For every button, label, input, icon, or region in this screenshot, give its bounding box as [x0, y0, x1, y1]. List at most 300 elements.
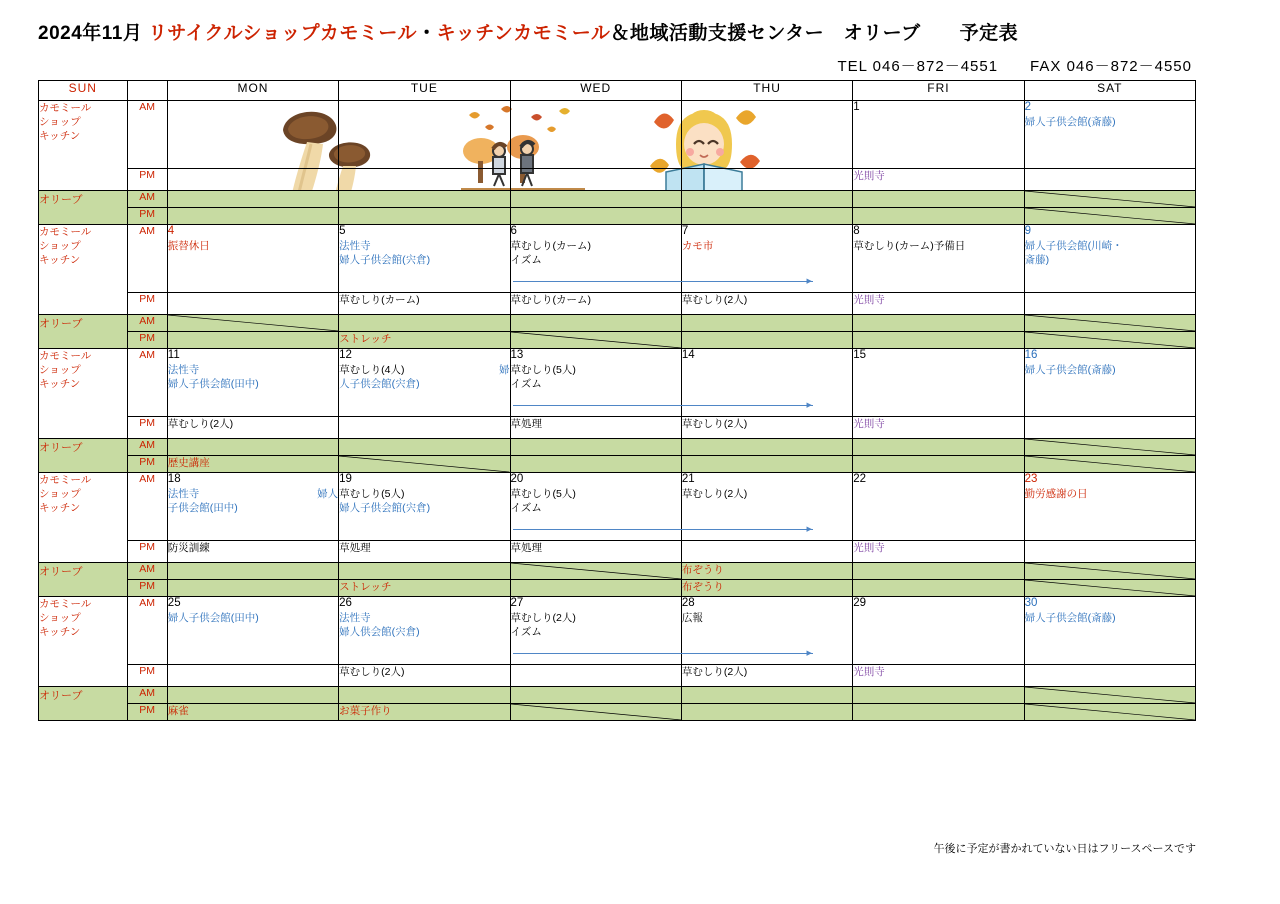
event-text: ストレッチ	[339, 581, 392, 593]
event-text: 草むしり(2人)	[167, 418, 234, 430]
row-label-pm: PM	[127, 417, 167, 439]
calendar-day-cell[interactable]	[339, 473, 510, 541]
calendar-day-cell[interactable]	[681, 665, 852, 687]
event-text: お菓子作り	[339, 705, 392, 717]
empty-cell-slash	[1025, 315, 1195, 331]
calendar-day-cell[interactable]	[510, 101, 681, 169]
week-row-kamomile-pm	[39, 169, 1196, 191]
event-text-right: 婦	[499, 363, 510, 376]
calendar-day-cell[interactable]	[167, 169, 338, 191]
event-text: 草むしり(カーム)予備日	[853, 239, 966, 252]
event-text: 歴史講座	[167, 457, 210, 469]
calendar-day-cell[interactable]	[510, 580, 681, 597]
event-text: 振替休日	[167, 239, 210, 252]
calendar-day-cell[interactable]	[510, 687, 681, 704]
calendar-day-cell[interactable]	[681, 332, 852, 349]
calendar-day-cell[interactable]	[339, 456, 510, 473]
week-row-olive-pm	[39, 580, 1196, 597]
event-text: 草むしり(2人)	[681, 418, 748, 430]
calendar-day-cell[interactable]	[681, 417, 852, 439]
event-text: 光則寺	[853, 666, 885, 678]
title-separator: ・	[417, 23, 437, 44]
event-text: 光則寺	[853, 294, 885, 306]
calendar-day-cell[interactable]	[1024, 665, 1195, 687]
calendar-day-cell[interactable]	[167, 439, 338, 456]
event-text: イズム	[510, 501, 542, 514]
calendar-day-cell[interactable]	[681, 687, 852, 704]
event-text: 子供会館(田中)	[167, 501, 238, 514]
day-number: 15	[853, 349, 867, 361]
empty-cell-slash	[1025, 563, 1195, 579]
event-text: 草むしり(2人)	[339, 666, 405, 678]
calendar-day-cell[interactable]	[339, 417, 510, 439]
calendar-day-cell[interactable]	[510, 456, 681, 473]
calendar-day-cell[interactable]	[1024, 101, 1195, 169]
calendar-day-cell[interactable]	[681, 169, 852, 191]
column-header-sun: SUN	[39, 81, 128, 101]
calendar-day-cell[interactable]	[510, 208, 681, 225]
week-row-kamomile-am	[39, 597, 1196, 665]
calendar-day-cell[interactable]	[510, 665, 681, 687]
week-row-kamomile-am	[39, 101, 1196, 169]
row-label-line: カモミール	[39, 474, 92, 486]
event-text: 広報	[681, 611, 703, 624]
calendar-day-cell[interactable]	[1024, 580, 1195, 597]
empty-cell-slash	[168, 315, 338, 331]
calendar-day-cell[interactable]	[853, 293, 1024, 315]
column-header-mon: MON	[167, 81, 338, 101]
calendar-day-cell[interactable]	[853, 439, 1024, 456]
calendar-day-cell[interactable]	[510, 563, 681, 580]
calendar-day-cell[interactable]	[1024, 687, 1195, 704]
title-shop: リサイクルショップカモミール	[148, 23, 418, 44]
row-label-line: キッチン	[39, 130, 81, 143]
event-text: 勤労感謝の日	[1024, 487, 1088, 500]
span-arrow-head: ▶	[806, 402, 812, 409]
empty-cell-slash	[1025, 456, 1195, 472]
calendar-day-cell[interactable]	[853, 191, 1024, 208]
day-number: 13	[510, 349, 524, 361]
empty-cell-slash	[1025, 687, 1195, 703]
day-number: 20	[510, 473, 524, 485]
calendar-day-cell[interactable]	[510, 332, 681, 349]
row-label-line: キッチン	[39, 502, 81, 515]
event-text: 婦人子供会館(斎藤)	[1024, 115, 1116, 128]
event-text: 婦人子供会館(川崎・	[1024, 239, 1123, 252]
row-label-kamomile	[39, 101, 128, 191]
row-label-am: AM	[127, 597, 167, 665]
row-label-am: AM	[127, 439, 167, 456]
span-arrow-head: ▶	[806, 526, 812, 533]
calendar-day-cell[interactable]	[681, 473, 852, 541]
calendar-day-cell[interactable]	[1024, 169, 1195, 191]
row-label-line: ショップ	[39, 116, 81, 129]
calendar-day-cell[interactable]	[339, 665, 510, 687]
event-text: 婦人子供会館(田中)	[167, 611, 259, 624]
day-number: 5	[339, 225, 346, 237]
event-text: 麻雀	[167, 705, 189, 717]
calendar-day-cell[interactable]	[681, 191, 852, 208]
calendar-day-cell[interactable]	[853, 417, 1024, 439]
calendar-day-cell[interactable]	[167, 597, 338, 665]
calendar-day-cell[interactable]	[339, 225, 510, 293]
calendar-day-cell[interactable]	[853, 473, 1024, 541]
calendar-day-cell[interactable]	[339, 704, 510, 721]
event-text: 婦人子供会館(田中)	[167, 377, 259, 390]
event-text: 光則寺	[853, 170, 885, 182]
event-text: 草むしり(2人)	[510, 611, 576, 624]
week-row-olive-am	[39, 687, 1196, 704]
empty-cell-slash	[1025, 439, 1195, 455]
day-number: 1	[853, 101, 860, 113]
calendar-day-cell[interactable]	[167, 293, 338, 315]
calendar-day-cell[interactable]	[1024, 417, 1195, 439]
day-number: 30	[1024, 597, 1038, 609]
empty-cell-slash	[1025, 208, 1195, 224]
calendar-day-cell[interactable]	[339, 580, 510, 597]
event-text: 婦人 法性寺	[167, 487, 339, 500]
event-text: 防災訓練	[167, 542, 210, 554]
calendar-day-cell[interactable]	[1024, 597, 1195, 665]
title-tail: ＆地域活動支援センター オリーブ 予定表	[610, 23, 1019, 44]
row-label-olive: オリーブ	[39, 563, 128, 597]
column-header-blank	[127, 81, 167, 101]
row-label-line: カモミール	[39, 102, 92, 114]
event-text: 草むしり(2人)	[681, 666, 748, 678]
calendar-day-cell[interactable]	[167, 208, 338, 225]
empty-cell-slash	[1025, 580, 1195, 596]
event-text: イズム	[510, 253, 542, 266]
day-number: 12	[339, 349, 352, 361]
row-label-pm: PM	[127, 665, 167, 687]
calendar-day-cell[interactable]	[167, 687, 338, 704]
row-label-pm: PM	[127, 208, 167, 225]
calendar-day-cell[interactable]	[1024, 349, 1195, 417]
calendar-day-cell[interactable]	[510, 315, 681, 332]
column-header-thu: THU	[681, 81, 852, 101]
event-text: 草むしり(カーム)	[339, 294, 420, 306]
day-number: 9	[1024, 225, 1031, 237]
empty-cell-slash	[1025, 191, 1195, 207]
event-text: 光則寺	[853, 418, 885, 430]
calendar-day-cell[interactable]	[339, 563, 510, 580]
calendar-day-cell[interactable]	[1024, 439, 1195, 456]
calendar-day-cell[interactable]	[1024, 563, 1195, 580]
event-text: 草むしり(2人)	[681, 294, 748, 306]
day-number: 22	[853, 473, 867, 485]
row-label-pm: PM	[127, 541, 167, 563]
day-number: 7	[681, 225, 689, 237]
day-number: 27	[510, 597, 524, 609]
row-label-line: キッチン	[39, 378, 81, 391]
calendar-day-cell[interactable]	[681, 563, 852, 580]
span-arrow-head: ▶	[806, 278, 812, 285]
day-number: 16	[1024, 349, 1038, 361]
day-number: 23	[1024, 473, 1038, 485]
calendar-day-cell[interactable]	[339, 315, 510, 332]
calendar-day-cell[interactable]	[853, 349, 1024, 417]
calendar-day-cell[interactable]	[339, 169, 510, 191]
calendar-day-cell[interactable]	[167, 349, 338, 417]
event-text: 草むしり(2人)	[681, 487, 748, 500]
calendar-day-cell[interactable]	[167, 191, 338, 208]
calendar-day-cell[interactable]	[339, 293, 510, 315]
calendar-day-cell[interactable]	[1024, 541, 1195, 563]
week-row-kamomile-pm	[39, 665, 1196, 687]
calendar-day-cell[interactable]	[339, 332, 510, 349]
row-label-line: カモミール	[39, 350, 92, 362]
calendar-day-cell[interactable]	[167, 332, 338, 349]
event-text-right: 婦人	[317, 487, 339, 500]
week-row-olive-pm	[39, 332, 1196, 349]
calendar-day-cell[interactable]	[167, 473, 338, 541]
calendar-day-cell[interactable]	[510, 191, 681, 208]
week-row-olive-am	[39, 315, 1196, 332]
calendar-table	[38, 80, 1196, 721]
row-label-olive: オリーブ	[39, 687, 128, 721]
column-header-tue: TUE	[339, 81, 510, 101]
row-label-pm: PM	[127, 293, 167, 315]
event-text: 法性寺	[339, 611, 371, 624]
calendar-day-cell[interactable]	[339, 597, 510, 665]
row-label-am: AM	[127, 473, 167, 541]
calendar-day-cell[interactable]	[167, 704, 338, 721]
calendar-day-cell[interactable]	[167, 417, 338, 439]
event-text: 草むしり(カーム)	[510, 294, 592, 306]
column-header-wed: WED	[510, 81, 681, 101]
week-row-kamomile-am	[39, 225, 1196, 293]
calendar-day-cell[interactable]	[853, 456, 1024, 473]
calendar-day-cell[interactable]	[681, 349, 852, 417]
event-text: 布ぞうり	[681, 564, 724, 576]
day-number: 25	[167, 597, 181, 609]
day-number: 28	[681, 597, 695, 609]
calendar-day-cell[interactable]	[1024, 456, 1195, 473]
row-label-pm: PM	[127, 456, 167, 473]
day-number: 21	[681, 473, 695, 485]
row-label-am: AM	[127, 687, 167, 704]
column-header-sat: SAT	[1024, 81, 1195, 101]
event-text: イズム	[510, 377, 542, 390]
column-header-fri: FRI	[853, 81, 1024, 101]
calendar-day-cell[interactable]	[853, 541, 1024, 563]
row-label-pm: PM	[127, 704, 167, 721]
calendar-day-cell[interactable]	[681, 101, 852, 169]
calendar-day-cell[interactable]	[167, 541, 338, 563]
footnote: 午後に予定が書かれていない日はフリースペースです	[933, 843, 1196, 855]
calendar-day-cell[interactable]	[853, 208, 1024, 225]
calendar-day-cell[interactable]	[339, 439, 510, 456]
calendar-day-cell[interactable]	[510, 439, 681, 456]
calendar-day-cell[interactable]	[681, 456, 852, 473]
empty-cell-slash	[1025, 704, 1195, 720]
empty-cell-slash	[511, 563, 681, 579]
row-label-line: ショップ	[39, 240, 81, 253]
row-label-kamomile	[39, 597, 128, 687]
calendar-day-cell[interactable]	[1024, 191, 1195, 208]
calendar-day-cell[interactable]	[339, 687, 510, 704]
calendar-day-cell[interactable]	[681, 704, 852, 721]
calendar-day-cell[interactable]	[681, 293, 852, 315]
calendar-day-cell[interactable]	[853, 580, 1024, 597]
row-label-am: AM	[127, 315, 167, 332]
row-label-olive: オリーブ	[39, 191, 128, 225]
title-kitchen: キッチンカモミール	[436, 23, 611, 44]
calendar-day-cell[interactable]	[853, 332, 1024, 349]
calendar-day-cell[interactable]	[1024, 293, 1195, 315]
event-text: 布ぞうり	[681, 581, 724, 593]
calendar-day-cell[interactable]	[1024, 704, 1195, 721]
calendar-day-cell[interactable]	[853, 665, 1024, 687]
row-label-am: AM	[127, 191, 167, 208]
event-text: 婦人供会館(宍倉)	[339, 625, 420, 638]
day-number: 29	[853, 597, 867, 609]
empty-cell-slash	[1025, 332, 1195, 348]
calendar-day-cell[interactable]	[339, 208, 510, 225]
row-label-line: キッチン	[39, 254, 81, 267]
day-number: 4	[167, 225, 175, 237]
calendar-day-cell[interactable]	[853, 687, 1024, 704]
week-row-olive-am	[39, 191, 1196, 208]
day-number: 19	[339, 473, 352, 485]
calendar-day-cell[interactable]	[167, 563, 338, 580]
calendar-day-cell[interactable]	[853, 315, 1024, 332]
row-label-pm: PM	[127, 169, 167, 191]
day-number: 26	[339, 597, 352, 609]
row-label-am: AM	[127, 563, 167, 580]
row-label-line: ショップ	[39, 612, 81, 625]
event-text: 草むしり(5人)	[339, 487, 405, 500]
calendar-day-cell[interactable]	[1024, 332, 1195, 349]
calendar-day-cell[interactable]	[339, 541, 510, 563]
day-number: 2	[1024, 101, 1031, 113]
event-text: 婦人子供会館(宍倉)	[339, 501, 431, 514]
calendar-day-cell[interactable]	[167, 665, 338, 687]
calendar-day-cell[interactable]	[510, 169, 681, 191]
calendar-day-cell[interactable]	[681, 580, 852, 597]
calendar-day-cell[interactable]	[853, 563, 1024, 580]
week-row-kamomile-pm	[39, 293, 1196, 315]
calendar-day-cell[interactable]	[167, 580, 338, 597]
page-title	[38, 18, 1018, 45]
calendar-day-cell[interactable]	[853, 597, 1024, 665]
calendar-day-cell[interactable]	[510, 417, 681, 439]
week-row-olive-am	[39, 563, 1196, 580]
row-label-am: AM	[127, 225, 167, 293]
calendar-day-cell[interactable]	[510, 541, 681, 563]
row-label-olive: オリーブ	[39, 315, 128, 349]
calendar-day-cell[interactable]	[681, 439, 852, 456]
event-text: 草むしり(カーム)	[510, 239, 592, 252]
span-arrow-head: ▶	[806, 650, 812, 657]
calendar-day-cell[interactable]	[853, 225, 1024, 293]
week-row-olive-pm	[39, 456, 1196, 473]
calendar-day-cell[interactable]	[1024, 473, 1195, 541]
event-text: 婦人子供会館(斎藤)	[1024, 611, 1116, 624]
calendar-day-cell[interactable]	[681, 597, 852, 665]
calendar-day-cell[interactable]	[853, 704, 1024, 721]
row-label-line: カモミール	[39, 598, 92, 610]
calendar-day-cell[interactable]	[510, 293, 681, 315]
event-text: 草処理	[339, 542, 371, 554]
row-label-olive: オリーブ	[39, 439, 128, 473]
event-text: 斎藤)	[1024, 253, 1050, 266]
event-text: 草むしり(5人)	[510, 363, 576, 376]
calendar-day-cell[interactable]	[510, 704, 681, 721]
event-text: 草むしり(5人)	[510, 487, 576, 500]
calendar-body	[39, 101, 1196, 721]
calendar-header-row	[39, 81, 1196, 101]
empty-cell-slash	[511, 704, 681, 720]
event-text: 草処理	[510, 542, 543, 554]
event-text: 婦人子供会館(宍倉)	[339, 253, 431, 266]
calendar-day-cell[interactable]	[167, 225, 338, 293]
calendar-day-cell[interactable]	[1024, 208, 1195, 225]
event-text: カモ市	[681, 239, 714, 252]
day-number: 14	[681, 349, 695, 361]
day-number: 11	[167, 349, 180, 361]
row-label-line: カモミール	[39, 226, 92, 238]
calendar-day-cell[interactable]	[853, 101, 1024, 169]
week-row-olive-am	[39, 439, 1196, 456]
row-label-line: ショップ	[39, 488, 81, 501]
week-row-kamomile-am	[39, 473, 1196, 541]
week-row-olive-pm	[39, 704, 1196, 721]
day-number: 6	[510, 225, 517, 237]
row-label-kamomile	[39, 473, 128, 563]
event-text: 光則寺	[853, 542, 885, 554]
calendar-day-cell[interactable]	[339, 101, 510, 169]
row-label-pm: PM	[127, 580, 167, 597]
row-label-line: キッチン	[39, 626, 81, 639]
week-row-kamomile-pm	[39, 541, 1196, 563]
calendar-day-cell[interactable]	[681, 541, 852, 563]
row-label-kamomile	[39, 225, 128, 315]
calendar-day-cell[interactable]	[681, 208, 852, 225]
calendar-day-cell[interactable]	[167, 456, 338, 473]
day-number: 18	[167, 473, 181, 485]
calendar-day-cell[interactable]	[1024, 315, 1195, 332]
contact-info: TEL 046－872－4551 FAX 046－872－4550	[837, 58, 1192, 75]
row-label-line: ショップ	[39, 364, 81, 377]
day-number: 8	[853, 225, 860, 237]
calendar-day-cell[interactable]	[681, 315, 852, 332]
week-row-kamomile-pm	[39, 417, 1196, 439]
calendar-day-cell[interactable]	[167, 315, 338, 332]
empty-cell-slash	[511, 332, 681, 348]
event-text: イズム	[510, 625, 542, 638]
event-text: 婦人子供会館(斎藤)	[1024, 363, 1116, 376]
week-row-kamomile-am	[39, 349, 1196, 417]
title-month: 2024年11月	[38, 23, 143, 44]
row-label-pm: PM	[127, 332, 167, 349]
event-text: 草処理	[510, 418, 543, 430]
empty-cell-slash	[339, 456, 509, 472]
row-label-kamomile	[39, 349, 128, 439]
calendar-day-cell[interactable]	[681, 225, 852, 293]
calendar-day-cell[interactable]	[339, 349, 510, 417]
week-row-olive-pm	[39, 208, 1196, 225]
event-text: ストレッチ	[339, 333, 392, 345]
event-text: 人子供会館(宍倉)	[339, 377, 420, 390]
row-label-am: AM	[127, 101, 167, 169]
event-text: 婦 草むしり(4人)	[339, 363, 510, 376]
calendar-day-cell[interactable]	[1024, 225, 1195, 293]
calendar-day-cell[interactable]	[853, 169, 1024, 191]
calendar-day-cell[interactable]	[167, 101, 338, 169]
calendar-day-cell[interactable]	[339, 191, 510, 208]
event-text: 法性寺	[339, 239, 371, 252]
